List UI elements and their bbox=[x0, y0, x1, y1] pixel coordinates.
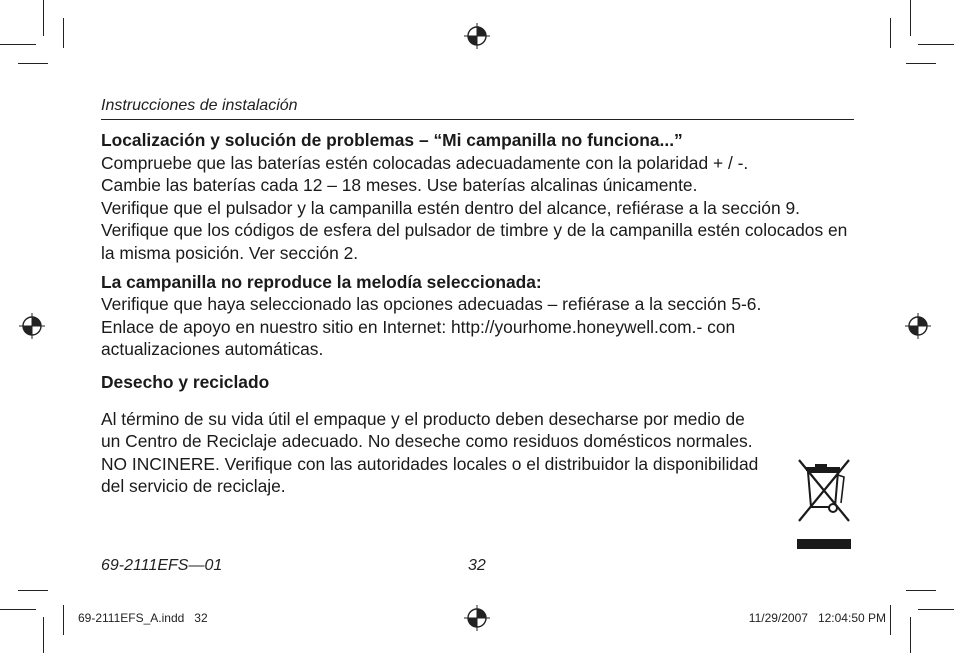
registration-target-icon bbox=[464, 605, 490, 631]
melody-line: Verifique que haya seleccionado las opciones adecuadas – refiérase a la sección 5-6. bbox=[101, 294, 762, 315]
slug-file-name: 69-2111EFS_A.indd 32 bbox=[78, 611, 208, 625]
registration-target-icon bbox=[464, 23, 490, 49]
troubleshooting-line: Verifique que el pulsador y la campanilla estén dentro del alcance, refiérase a la sección 9. bbox=[101, 197, 800, 218]
section-heading-troubleshooting: Localización y solución de problemas – “Mi campanilla no funciona...” bbox=[101, 130, 683, 150]
troubleshooting-line: Cambie las baterías cada 12 – 18 meses. Use baterías alcalinas únicamente. bbox=[101, 175, 698, 196]
troubleshooting-line: Compruebe que las baterías estén colocadas adecuadamente con la polaridad + / -. bbox=[101, 152, 749, 173]
crossed-out-wheelie-bin-icon bbox=[797, 457, 853, 549]
section-heading-melody: La campanilla no reproduce la melodía seleccionada: bbox=[101, 271, 542, 292]
header-rule bbox=[101, 119, 854, 120]
registration-target-icon bbox=[19, 313, 45, 339]
footer-page-number: 32 bbox=[468, 557, 486, 574]
footer-doc-number: 69-2111EFS—01 bbox=[101, 557, 223, 574]
melody-line: Enlace de apoyo en nuestro sitio en Internet: http://yourhome.honeywell.com.- con actualizaciones automáticas. bbox=[101, 316, 736, 360]
registration-target-icon bbox=[905, 313, 931, 339]
troubleshooting-line: Verifique que los códigos de esfera del pulsador de timbre y de la campanilla estén colocados en la misma posición. Ver sección 2. bbox=[101, 220, 848, 263]
page-content bbox=[101, 129, 856, 498]
slug-datetime: 11/29/2007 12:04:50 PM bbox=[748, 611, 886, 625]
disposal-paragraph: Al término de su vida útil el empaque y el producto deben desecharse por medio de un Centro de Reciclaje adecuado. No deseche como residuos domésticos normales. NO INCINERE. Verifique con las autoridades locales o el distribuidor la disponibilidad del servicio de reciclaje. bbox=[101, 408, 759, 497]
section-heading-disposal: Desecho y reciclado bbox=[101, 371, 270, 392]
running-header: Instrucciones de instalación bbox=[101, 97, 298, 114]
